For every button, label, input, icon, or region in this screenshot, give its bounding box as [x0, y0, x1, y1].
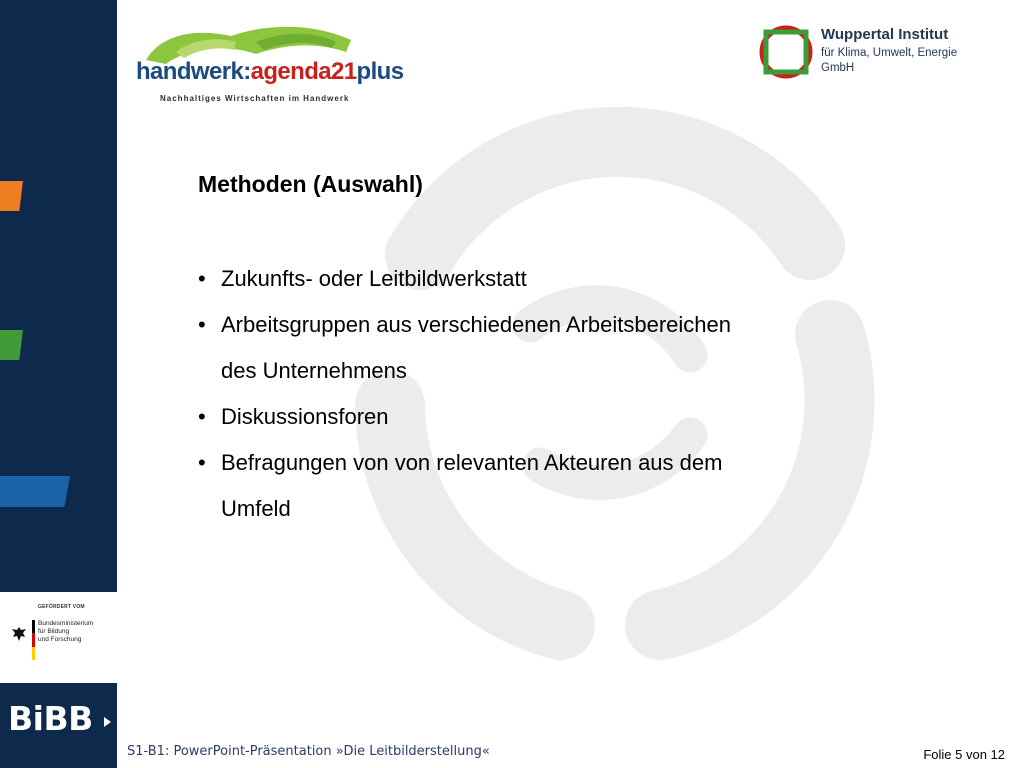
ministry-name: Bundesministerium für Bildung und Forschung — [38, 620, 94, 643]
bullet-item — [198, 256, 731, 302]
wordmark-part-agenda21: agenda21 — [250, 58, 357, 85]
bullet-marker: • — [198, 312, 206, 337]
bullet-marker: • — [198, 266, 206, 291]
bullet-item — [198, 440, 731, 486]
wordmark-part-plus: plus — [356, 58, 404, 85]
logo-wordmark — [136, 58, 403, 86]
institute-name: Wuppertal Institut — [821, 26, 949, 43]
bibb-arrow-icon — [104, 717, 111, 727]
bullet-text: Umfeld — [221, 496, 291, 521]
presentation-title-footer: S1-B1: PowerPoint-Präsentation »Die Leitbilderstellung« — [127, 744, 490, 759]
federal-eagle-icon — [10, 625, 28, 643]
bullet-text: Zukunfts- oder Leitbildwerkstatt — [221, 266, 527, 291]
bullet-text: Diskussionsforen — [221, 404, 389, 429]
wuppertal-institut-logo — [758, 24, 988, 84]
wuppertal-institut-mark-icon — [758, 24, 814, 80]
bullet-text: Befragungen von von relevanten Akteuren aus dem — [221, 450, 723, 475]
bibb-logo — [0, 683, 117, 768]
bullet-marker: • — [198, 450, 206, 475]
bullet-item — [198, 394, 731, 440]
german-flag-icon — [32, 620, 35, 660]
slide-title: Methoden (Auswahl) — [198, 171, 423, 197]
bullet-continuation — [198, 348, 731, 394]
wordmark-part-handwerk: handwerk: — [136, 58, 251, 85]
bibb-wordmark: BiBB — [8, 699, 93, 738]
funding-label: GEFÖRDERT VOM — [38, 604, 85, 610]
bullet-marker: • — [198, 404, 206, 429]
bmbf-logo — [0, 592, 117, 683]
bullet-text: Arbeitsgruppen aus verschiedenen Arbeitsbereichen — [221, 312, 731, 337]
bullet-text: des Unternehmens — [221, 358, 407, 383]
orange-accent-stripe — [0, 181, 23, 211]
logo-tagline: Nachhaltiges Wirtschaften im Handwerk — [160, 94, 350, 103]
bullet-continuation — [198, 486, 731, 532]
bullet-list — [198, 256, 731, 532]
green-accent-stripe — [0, 330, 23, 360]
slide-number: Folie 5 von 12 — [923, 747, 1005, 762]
institute-subtitle-line1: für Klima, Umwelt, Energie — [821, 47, 958, 59]
handwerk-agenda21plus-logo — [136, 22, 404, 108]
left-sidebar — [0, 0, 117, 592]
blue-accent-stripe — [0, 476, 70, 507]
institute-subtitle-line2: GmbH — [821, 62, 855, 74]
institute-subtitle — [821, 46, 957, 76]
bullet-item — [198, 302, 731, 348]
